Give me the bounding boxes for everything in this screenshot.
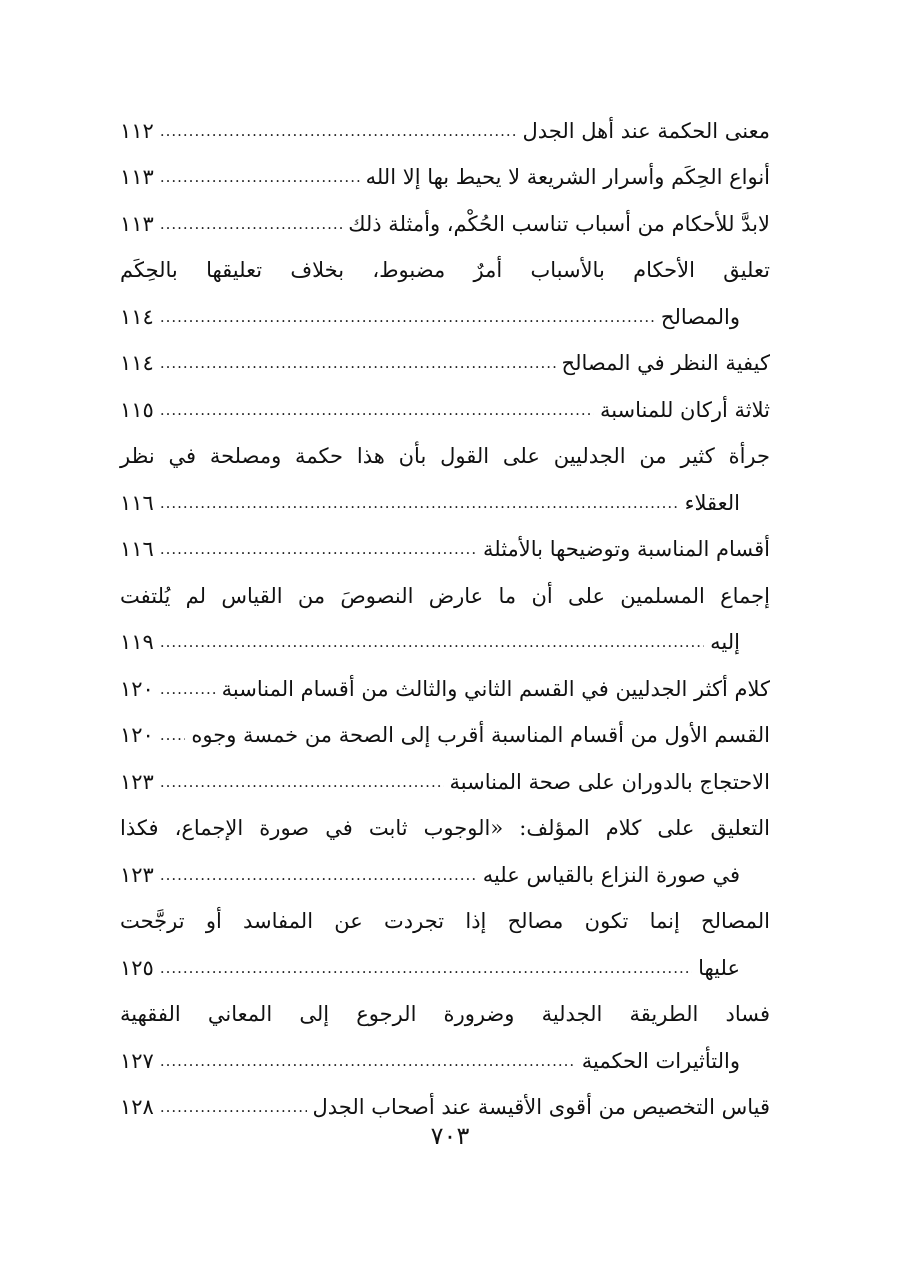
toc-entry xyxy=(120,480,770,527)
toc-entry-page: ١٢٧ xyxy=(120,1048,154,1073)
toc-entry-title: فساد الطريقة الجدلية وضرورة الرجوع إلى المعاني الفقهية xyxy=(120,1002,770,1027)
dot-leader xyxy=(160,170,360,185)
toc-entry-title: التعليق على كلام المؤلف: «الوجوب ثابت في صورة الإجماع، فكذا xyxy=(120,816,770,841)
toc-entry-title: كيفية النظر في المصالح xyxy=(561,351,770,376)
toc-entry xyxy=(120,108,770,155)
toc-entry-title: قياس التخصيص من أقوى الأقيسة عند أصحاب الجدل xyxy=(312,1095,770,1120)
toc-entry xyxy=(120,899,770,946)
dot-leader xyxy=(160,728,186,743)
dot-leader xyxy=(160,682,216,697)
toc-entry xyxy=(120,945,770,992)
toc-entry xyxy=(120,155,770,202)
dot-leader xyxy=(160,496,679,511)
toc-entry-title: في صورة النزاع بالقياس عليه xyxy=(482,862,740,887)
toc-entry-page: ١٢٣ xyxy=(120,862,154,887)
toc-entry-page: ١٢٥ xyxy=(120,955,154,980)
toc-entry-title: والمصالح xyxy=(660,304,740,329)
dot-leader xyxy=(160,1100,307,1115)
toc-entry-page: ١١٤ xyxy=(120,304,154,329)
dot-leader xyxy=(160,217,342,232)
toc-entry xyxy=(120,294,770,341)
toc-entry-page: ١١٦ xyxy=(120,490,154,515)
toc-entry-title: الاحتجاج بالدوران على صحة المناسبة xyxy=(449,769,770,794)
toc-entry xyxy=(120,248,770,295)
dot-leader xyxy=(160,961,692,976)
toc-entry xyxy=(120,1038,770,1085)
toc-entry-page: ١١٩ xyxy=(120,630,154,655)
toc-entry-page: ١٢٠ xyxy=(120,676,154,701)
toc-entry-title: إجماع المسلمين على أن ما عارض النصوصَ من القياس لم يُلتفت xyxy=(120,583,770,608)
toc-entry-title: لابدَّ للأحكام من أسباب تناسب الحُكْم، وأمثلة ذلك xyxy=(348,211,770,236)
toc-entry xyxy=(120,852,770,899)
toc-entry-title: كلام أكثر الجدليين في القسم الثاني والثالث من أقسام المناسبة xyxy=(221,676,770,701)
toc-entry xyxy=(120,759,770,806)
toc-entry-title: معنى الحكمة عند أهل الجدل xyxy=(522,118,770,143)
toc-entry-page: ١١٤ xyxy=(120,351,154,376)
toc-entry-page: ١١٣ xyxy=(120,165,154,190)
toc-entry-title: ثلاثة أركان للمناسبة xyxy=(599,397,770,422)
toc-entry xyxy=(120,341,770,388)
toc-entry xyxy=(120,992,770,1039)
dot-leader xyxy=(160,635,704,650)
table-of-contents xyxy=(120,108,770,1131)
dot-leader xyxy=(160,124,517,139)
toc-entry-title: المصالح إنما تكون مصالح إذا تجردت عن المفاسد أو ترجَّحت xyxy=(120,909,770,934)
toc-entry xyxy=(120,387,770,434)
toc-entry xyxy=(120,573,770,620)
dot-leader xyxy=(160,868,477,883)
page-number: ٧٠٣ xyxy=(430,1122,470,1150)
toc-entry-page: ١٢٨ xyxy=(120,1095,154,1120)
toc-entry-title: إليه xyxy=(710,630,740,655)
toc-entry xyxy=(120,666,770,713)
toc-entry-page: ١٢٠ xyxy=(120,723,154,748)
toc-entry xyxy=(120,713,770,760)
toc-entry-title: أقسام المناسبة وتوضيحها بالأمثلة xyxy=(483,537,770,562)
toc-entry-title: عليها xyxy=(698,955,740,980)
toc-entry xyxy=(120,434,770,481)
dot-leader xyxy=(160,356,556,371)
toc-entry xyxy=(120,527,770,574)
toc-entry-title: القسم الأول من أقسام المناسبة أقرب إلى الصحة من خمسة وجوه xyxy=(191,723,770,748)
toc-entry-title: جرأة كثير من الجدليين على القول بأن هذا حكمة ومصلحة في نظر xyxy=(120,444,770,469)
dot-leader xyxy=(160,542,477,557)
toc-entry-page: ١١٣ xyxy=(120,211,154,236)
toc-entry-page: ١١٦ xyxy=(120,537,154,562)
toc-entry xyxy=(120,806,770,853)
toc-entry xyxy=(120,620,770,667)
dot-leader xyxy=(160,403,594,418)
toc-entry-page: ١١٥ xyxy=(120,397,154,422)
toc-entry-page: ١١٢ xyxy=(120,118,154,143)
dot-leader xyxy=(160,310,655,325)
toc-entry-title: والتأثيرات الحكمية xyxy=(581,1048,740,1073)
toc-entry-title: أنواع الحِكَم وأسرار الشريعة لا يحيط بها إلا الله xyxy=(365,165,770,190)
toc-entry xyxy=(120,201,770,248)
toc-entry-title: العقلاء xyxy=(684,490,740,515)
dot-leader xyxy=(160,775,444,790)
dot-leader xyxy=(160,1054,576,1069)
toc-entry-page: ١٢٣ xyxy=(120,769,154,794)
toc-entry-title: تعليق الأحكام بالأسباب أمرٌ مضبوط، بخلاف تعليقها بالحِكَم xyxy=(120,258,770,283)
